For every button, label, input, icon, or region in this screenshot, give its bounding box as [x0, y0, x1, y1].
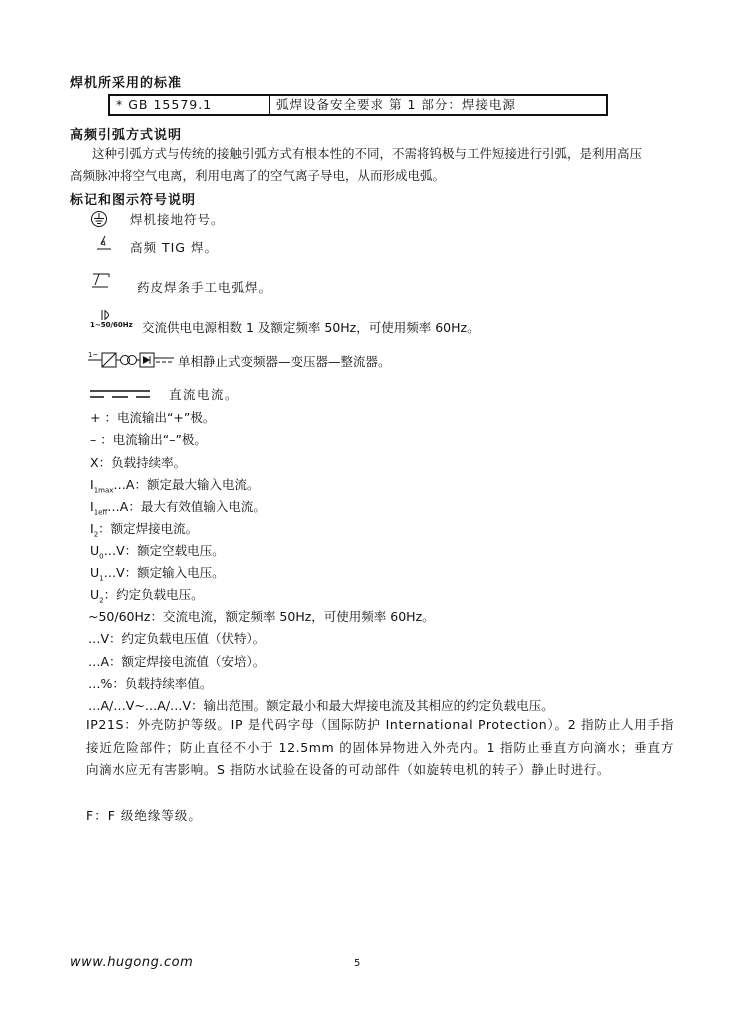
def-u0: $U_0\dots V$：额定空载电压。 — [90, 543, 225, 561]
converter-phase-label: 1~ — [88, 351, 99, 359]
mma-electrode-icon — [91, 272, 111, 290]
hf-paragraph-line1: 这种引弧方式与传统的接触引弧方式有根本性的不同，不需将钨极与工件短接进行引弧，是利用高压 — [92, 146, 643, 161]
def-minus: – ：电流输出“–”极。 — [90, 432, 207, 447]
tig-torch-icon — [96, 235, 112, 253]
footer-url: www.hugong.com — [70, 955, 194, 970]
def-i1max: $I_{1max}\dots A$：额定最大输入电流。 — [90, 477, 260, 495]
def-u2: $U_2$：约定负载电压。 — [90, 587, 204, 605]
ip-rating-paragraph: IP21S：外壳防护等级。IP 是代码字母（国际防护 International Protection）。2 指防止人用手指接近危险部件；防止直径不小于 12.5mm 的固体异物进入外壳内。1 指防止垂直方向滴水；垂直方向滴水应无有害影响。S 指防水试验在设备的可动部件（如旋转电机的转子）静止时进行。 — [86, 717, 674, 777]
symbol-mma-text: 药皮焊条手工电弧焊。 — [137, 280, 273, 295]
def-a-value: …A：额定焊接电流值（安培）。 — [88, 654, 266, 669]
def-plus: + ：电流输出“+”极。 — [90, 410, 216, 425]
ac-supply-label: 1~50/60Hz — [90, 321, 133, 329]
converter-transformer-rectifier-icon — [88, 350, 176, 370]
def-u1: $U_1\dots V$：额定输入电压。 — [90, 565, 225, 583]
def-output-range: …A/…V~…A/…V：输出范围。额定最小和最大焊接电流及其相应的约定负载电压。 — [88, 698, 554, 713]
hf-paragraph-line2: 高频脉冲将空气电离，利用电离了的空气离子导电，从而形成电弧。 — [70, 168, 446, 183]
ground-symbol-icon — [90, 210, 108, 228]
symbol-tig-text: 高频 TIG 焊。 — [130, 240, 218, 255]
def-i2: $I_2$：额定焊接电流。 — [90, 521, 199, 539]
standard-title: 弧焊设备安全要求 第 1 部分：焊接电源 — [276, 97, 516, 112]
standards-table — [108, 94, 608, 116]
symbol-dc-text: 直流电流。 — [169, 387, 240, 402]
heading-standards: 焊机所采用的标准 — [70, 76, 183, 91]
ac-supply-plug-icon — [100, 309, 114, 321]
standard-code: * GB 15579.1 — [110, 96, 270, 114]
symbol-ac-text: 交流供电电源相数 1 及额定频率 50Hz，可使用频率 60Hz。 — [142, 320, 480, 335]
def-v-value: …V：约定负载电压值（伏特）。 — [88, 631, 266, 646]
def-freq: ~50/60Hz：交流电流，额定频率 50Hz，可使用频率 60Hz。 — [88, 609, 435, 624]
symbol-ground-text: 焊机接地符号。 — [130, 212, 225, 227]
dc-current-icon — [90, 388, 152, 400]
heading-hf-arc: 高频引弧方式说明 — [70, 128, 183, 143]
def-insulation-class: F：F 级绝缘等级。 — [86, 808, 202, 823]
symbol-converter-text: 单相静止式变频器—变压器—整流器。 — [178, 354, 391, 369]
def-i1eff: $I_{1eff}\dots A$：最大有效值输入电流。 — [90, 499, 266, 517]
def-x: X：负载持续率。 — [90, 455, 187, 470]
def-percent: …%：负载持续率值。 — [88, 676, 213, 691]
heading-symbols: 标记和图示符号说明 — [70, 193, 197, 208]
page-number: 5 — [354, 958, 361, 969]
